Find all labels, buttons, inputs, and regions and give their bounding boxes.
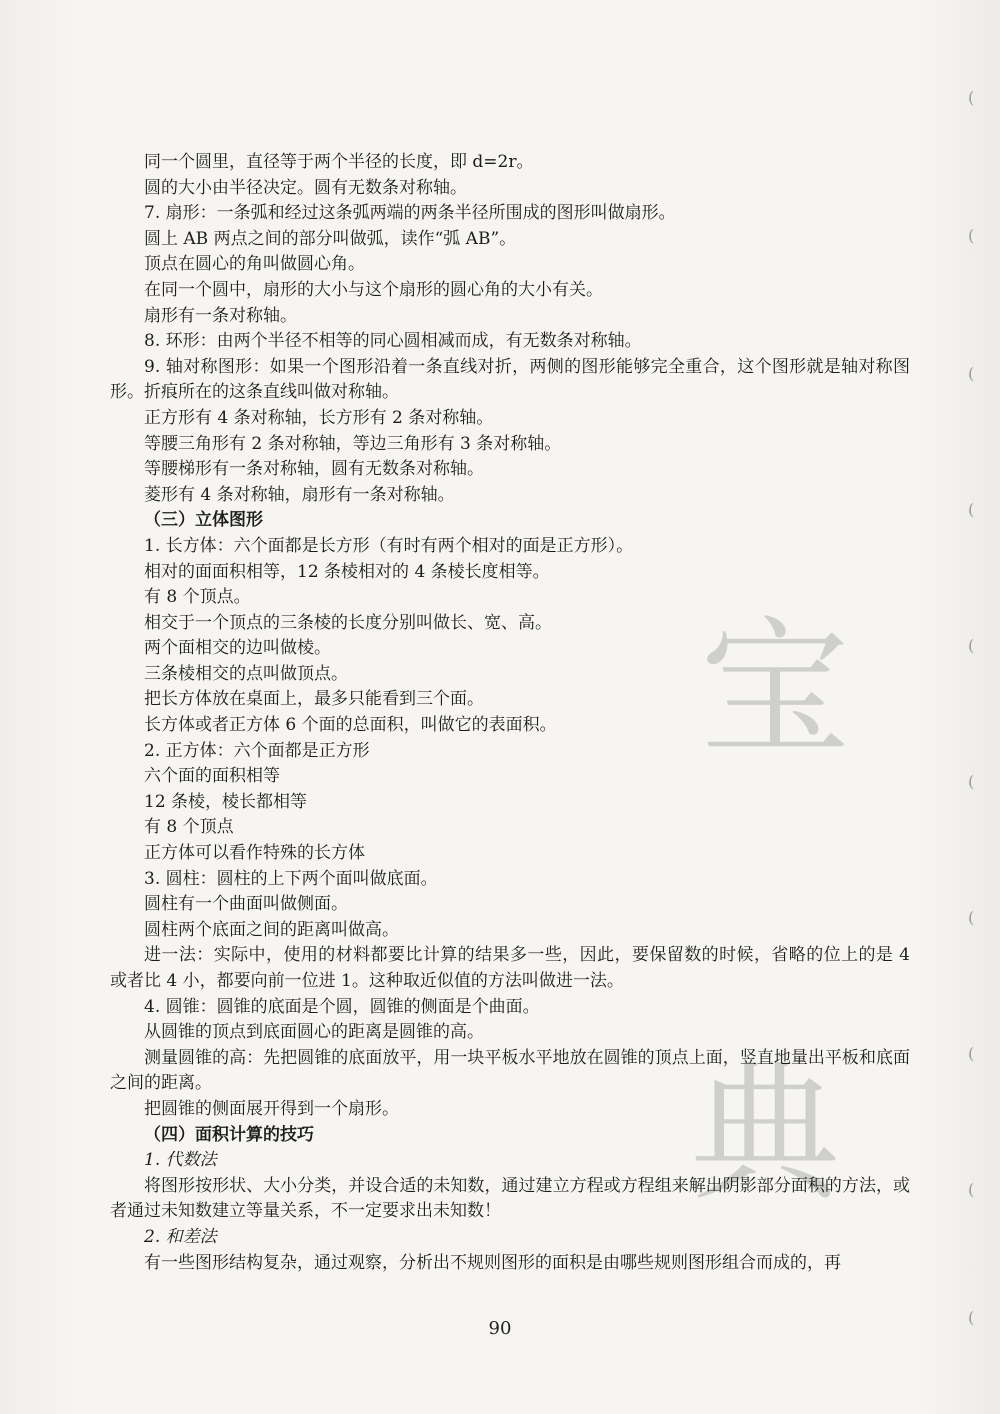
text-line: 圆柱有一个曲面叫做侧面。 [144, 894, 348, 915]
text-line: 两个面相交的边叫做棱。 [144, 638, 331, 659]
margin-mark: ( [968, 500, 975, 519]
paragraph-axis-symmetry: 9. 轴对称图形：如果一个图形沿着一条直线对折，两侧的图形能够完全重合，这个图形就是轴对称图形。折痕所在的这条直线叫做对称轴。 [110, 356, 910, 403]
page-number: 90 [488, 1318, 512, 1339]
margin-mark: ( [968, 908, 975, 927]
text-line-cone-definition: 4. 圆锥：圆锥的底面是个圆，圆锥的侧面是个曲面。 [144, 996, 540, 1017]
text-line: 同一个圆里，直径等于两个半径的长度，即 d=2r。 [144, 152, 534, 172]
subheading-sum-difference-method: 2. 和差法 [144, 1226, 217, 1247]
text-line: 圆上 AB 两点之间的部分叫做弧，读作“弧 AB”。 [144, 228, 517, 249]
watermark-character-dian: 典 [690, 1048, 841, 1222]
text-line: 三条棱相交的点叫做顶点。 [144, 663, 348, 684]
text-line-cuboid-definition: 1. 长方体：六个面都是长方形（有时有两个相对的面是正方形）。 [144, 535, 634, 556]
text-line: 12 条棱，棱长都相等 [144, 791, 308, 812]
text-line-cube-definition: 2. 正方体：六个面都是正方形 [144, 740, 370, 761]
margin-mark: ( [968, 636, 975, 655]
text-line: 圆柱两个底面之间的距离叫做高。 [144, 919, 399, 940]
binding-margin-marks [968, 0, 988, 1414]
text-line: 圆的大小由半径决定。圆有无数条对称轴。 [144, 177, 467, 198]
text-line: 有 8 个顶点 [144, 817, 234, 838]
text-line: 相对的面面积相等，12 条棱相对的 4 条棱长度相等。 [144, 561, 550, 582]
paragraph-sum-difference-method: 有一些图形结构复杂，通过观察，分析出不规则图形的面积是由哪些规则图形组合而成的，再 [144, 1252, 841, 1273]
text-line: 顶点在圆心的角叫做圆心角。 [144, 254, 365, 275]
margin-mark: ( [968, 1180, 975, 1199]
text-line-sector-definition: 7. 扇形：一条弧和经过这条弧两端的两条半径所围成的图形叫做扇形。 [144, 203, 676, 224]
text-line: 相交于一个顶点的三条棱的长度分别叫做长、宽、高。 [144, 612, 552, 633]
text-line: 等腰梯形有一条对称轴，圆有无数条对称轴。 [144, 459, 484, 480]
text-line: 把圆锥的侧面展开得到一个扇形。 [144, 1098, 399, 1119]
paragraph-round-up-method: 进一法：实际中，使用的材料都要比计算的结果多一些，因此，要保留数的时候，省略的位上的是 4 或者比 4 小，都要向前一位进 1。这种取近似值的方法叫做进一法。 [110, 945, 910, 991]
text-line: 正方体可以看作特殊的长方体 [144, 843, 365, 864]
margin-mark: ( [968, 364, 975, 383]
watermark-character-bao: 宝 [700, 603, 851, 777]
text-line: 长方体或者正方体 6 个面的总面积，叫做它的表面积。 [144, 715, 557, 736]
text-line: 菱形有 4 条对称轴，扇形有一条对称轴。 [144, 484, 455, 505]
margin-mark: ( [968, 772, 975, 791]
paragraph-algebra-method: 将图形按形状、大小分类，并设合适的未知数，通过建立方程或方程组来解出阴影部分面积的方法，或者通过未知数建立等量关系，不一定要求出未知数！ [110, 1175, 910, 1222]
margin-mark: ( [968, 1044, 975, 1063]
page-body-text [110, 150, 910, 1276]
text-line-cylinder-definition: 3. 圆柱：圆柱的上下两个面叫做底面。 [144, 868, 438, 889]
text-line: 有 8 个顶点。 [144, 587, 251, 608]
text-line: 六个面的面积相等 [144, 766, 280, 787]
subheading-algebra-method: 1. 代数法 [144, 1150, 217, 1171]
text-line: 正方形有 4 条对称轴，长方形有 2 条对称轴。 [144, 407, 494, 428]
text-line: 从圆锥的顶点到底面圆心的距离是圆锥的高。 [144, 1022, 484, 1043]
text-line: 把长方体放在桌面上，最多只能看到三个面。 [144, 689, 484, 710]
margin-mark: ( [968, 88, 975, 107]
text-line: 在同一个圆中，扇形的大小与这个扇形的圆心角的大小有关。 [144, 279, 603, 300]
text-line: 等腰三角形有 2 条对称轴，等边三角形有 3 条对称轴。 [144, 433, 562, 454]
text-line-ring-definition: 8. 环形：由两个半径不相等的同心圆相减而成，有无数条对称轴。 [144, 331, 642, 352]
text-line: 扇形有一条对称轴。 [144, 305, 297, 326]
section-heading-area-techniques: （四）面积计算的技巧 [144, 1124, 314, 1145]
paragraph-cone-height-measure: 测量圆锥的高：先把圆锥的底面放平，用一块平板水平地放在圆锥的顶点上面，竖直地量出平板和底面之间的距离。 [110, 1047, 910, 1094]
margin-mark: ( [968, 1308, 975, 1327]
margin-mark: ( [968, 226, 975, 245]
section-heading-solid-figures: （三）立体图形 [144, 510, 263, 531]
